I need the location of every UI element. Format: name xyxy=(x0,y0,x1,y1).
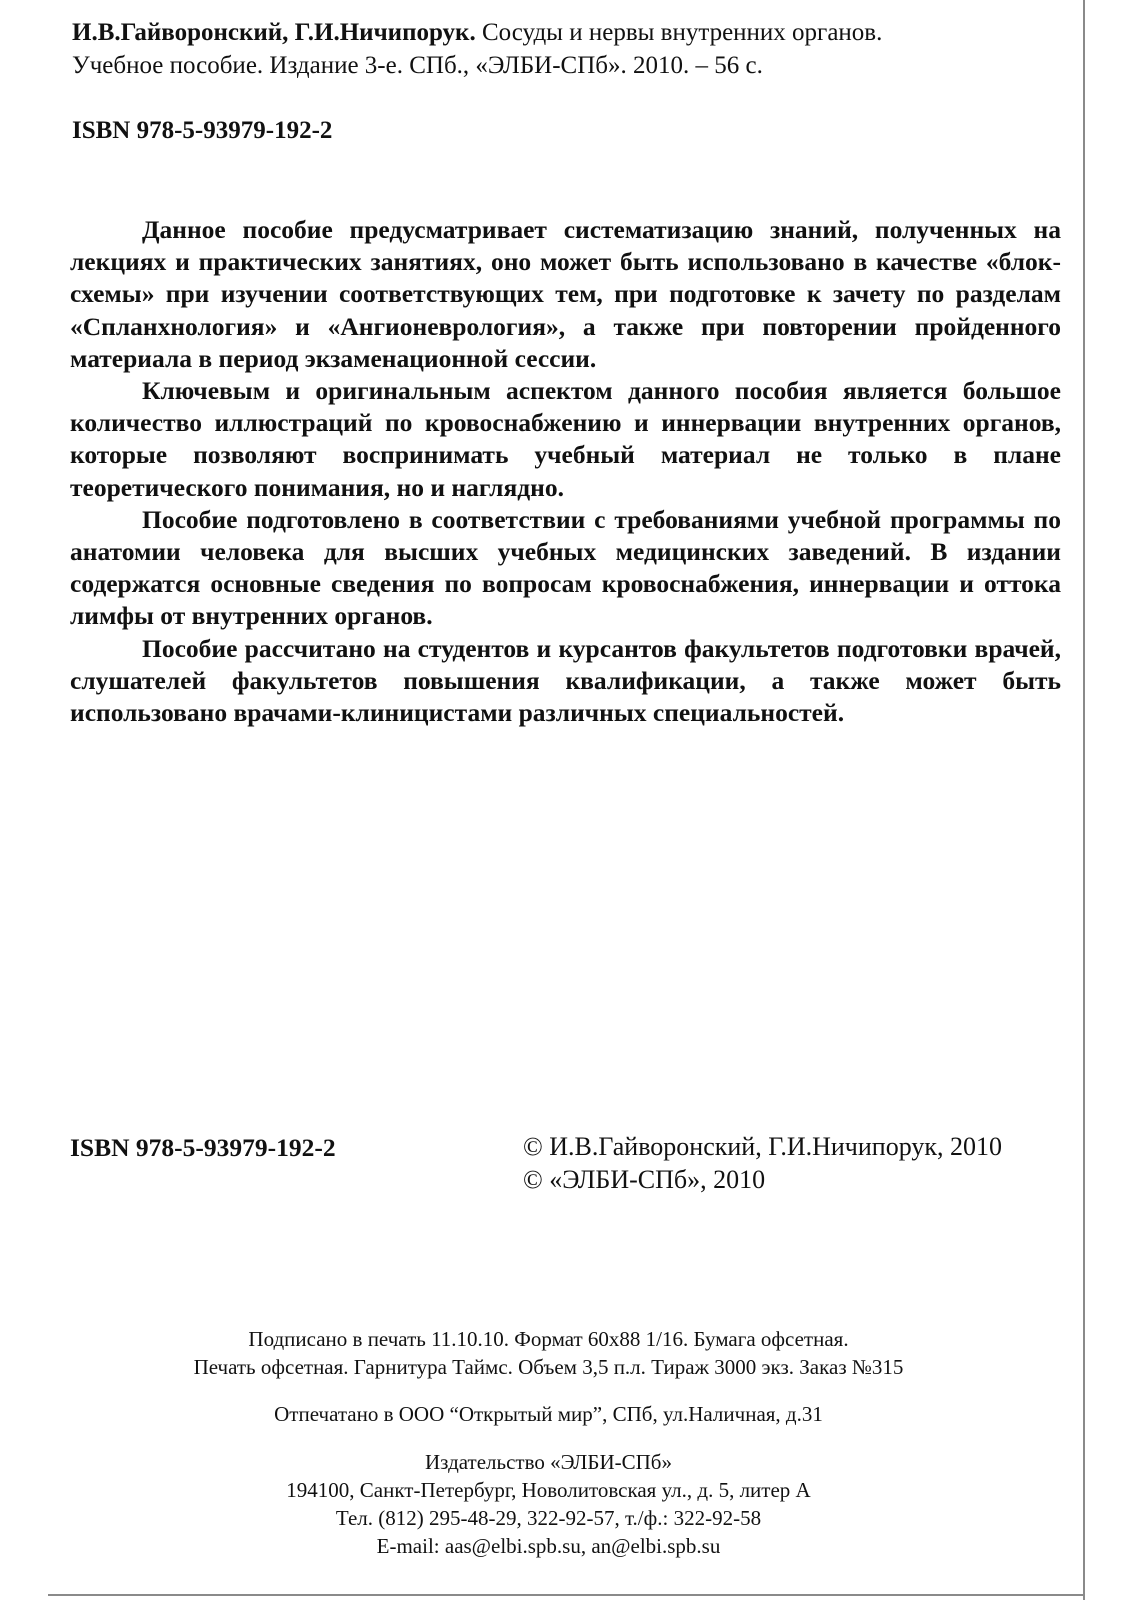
edition-info: Учебное пособие. Издание 3-е. СПб., «ЭЛБИ-СПб». 2010. – 56 с. xyxy=(72,52,763,79)
publisher-name: Издательство «ЭЛБИ-СПб» xyxy=(425,1450,672,1474)
copyright-block xyxy=(523,1130,1002,1196)
isbn-bottom: ISBN 978-5-93979-192-2 xyxy=(70,1133,336,1162)
copyright-authors: © И.В.Гайворонский, Г.И.Ничипорук, 2010 xyxy=(523,1132,1002,1161)
copyright-publisher: © «ЭЛБИ-СПб», 2010 xyxy=(523,1165,766,1194)
abstract-paragraph: Пособие подготовлено в соответствии с требованиями учебной программы по анатомии человека для высших учебных медицинских заведений. В издании содержатся основные сведения по вопросам кровоснабжения, иннервации и оттока лимфы от внутренних органов. xyxy=(70,504,1061,631)
publisher-contacts xyxy=(0,1448,1114,1560)
publisher-phone: Тел. (812) 295-48-29, 322-92-57, т./ф.: 322-92-58 xyxy=(335,1506,762,1530)
authors: И.В.Гайворонский, Г.И.Ничипорук. xyxy=(72,19,476,46)
publisher-address: 194100, Санкт-Петербург, Новолитовская ул., д. 5, литер А xyxy=(286,1478,811,1502)
printed-at: Отпечатано в ООО “Открытый мир”, СПб, ул.Наличная, д.31 xyxy=(274,1402,823,1426)
print-details xyxy=(0,1325,1114,1381)
abstract xyxy=(70,214,1061,729)
page-edge-right xyxy=(1083,0,1085,1600)
abstract-paragraph: Данное пособие предусматривает систематизацию знаний, полученных на лекциях и практических занятиях, оно может быть использовано в качестве «блок-схемы» при изучении соответствующих тем, при подготовке к зачету по разделам «Спланхнология» и «Ангионеврология», а также при повторении пройденного материала в период экзаменационной сессии. xyxy=(70,215,1061,373)
print-specs: Печать офсетная. Гарнитура Таймс. Объем 3,5 п.л. Тираж 3000 экз. Заказ №315 xyxy=(193,1355,904,1379)
printing-house xyxy=(0,1400,1114,1428)
bibliographic-description xyxy=(72,16,1062,82)
book-title: Сосуды и нервы внутренних органов. xyxy=(481,19,883,46)
abstract-paragraph: Пособие рассчитано на студентов и курсантов факультетов подготовки врачей, слушателей факультетов повышения квалификации, а также может быть использовано врачами-клиницистами различных специальностей. xyxy=(70,633,1061,728)
abstract-paragraph: Ключевым и оригинальным аспектом данного пособия является большое количество иллюстраций по кровоснабжению и иннервации внутренних органов, которые позволяют воспринимать учебный материал не только в плане теоретического понимания, но и наглядно. xyxy=(70,376,1061,502)
page-edge-bottom xyxy=(48,1594,1084,1596)
publisher-email: E-mail: aas@elbi.spb.su, an@elbi.spb.su xyxy=(376,1534,721,1558)
isbn-top: ISBN 978-5-93979-192-2 xyxy=(72,117,333,144)
signed-for-print: Подписано в печать 11.10.10. Формат 60х88 1/16. Бумага офсетная. xyxy=(248,1327,849,1351)
